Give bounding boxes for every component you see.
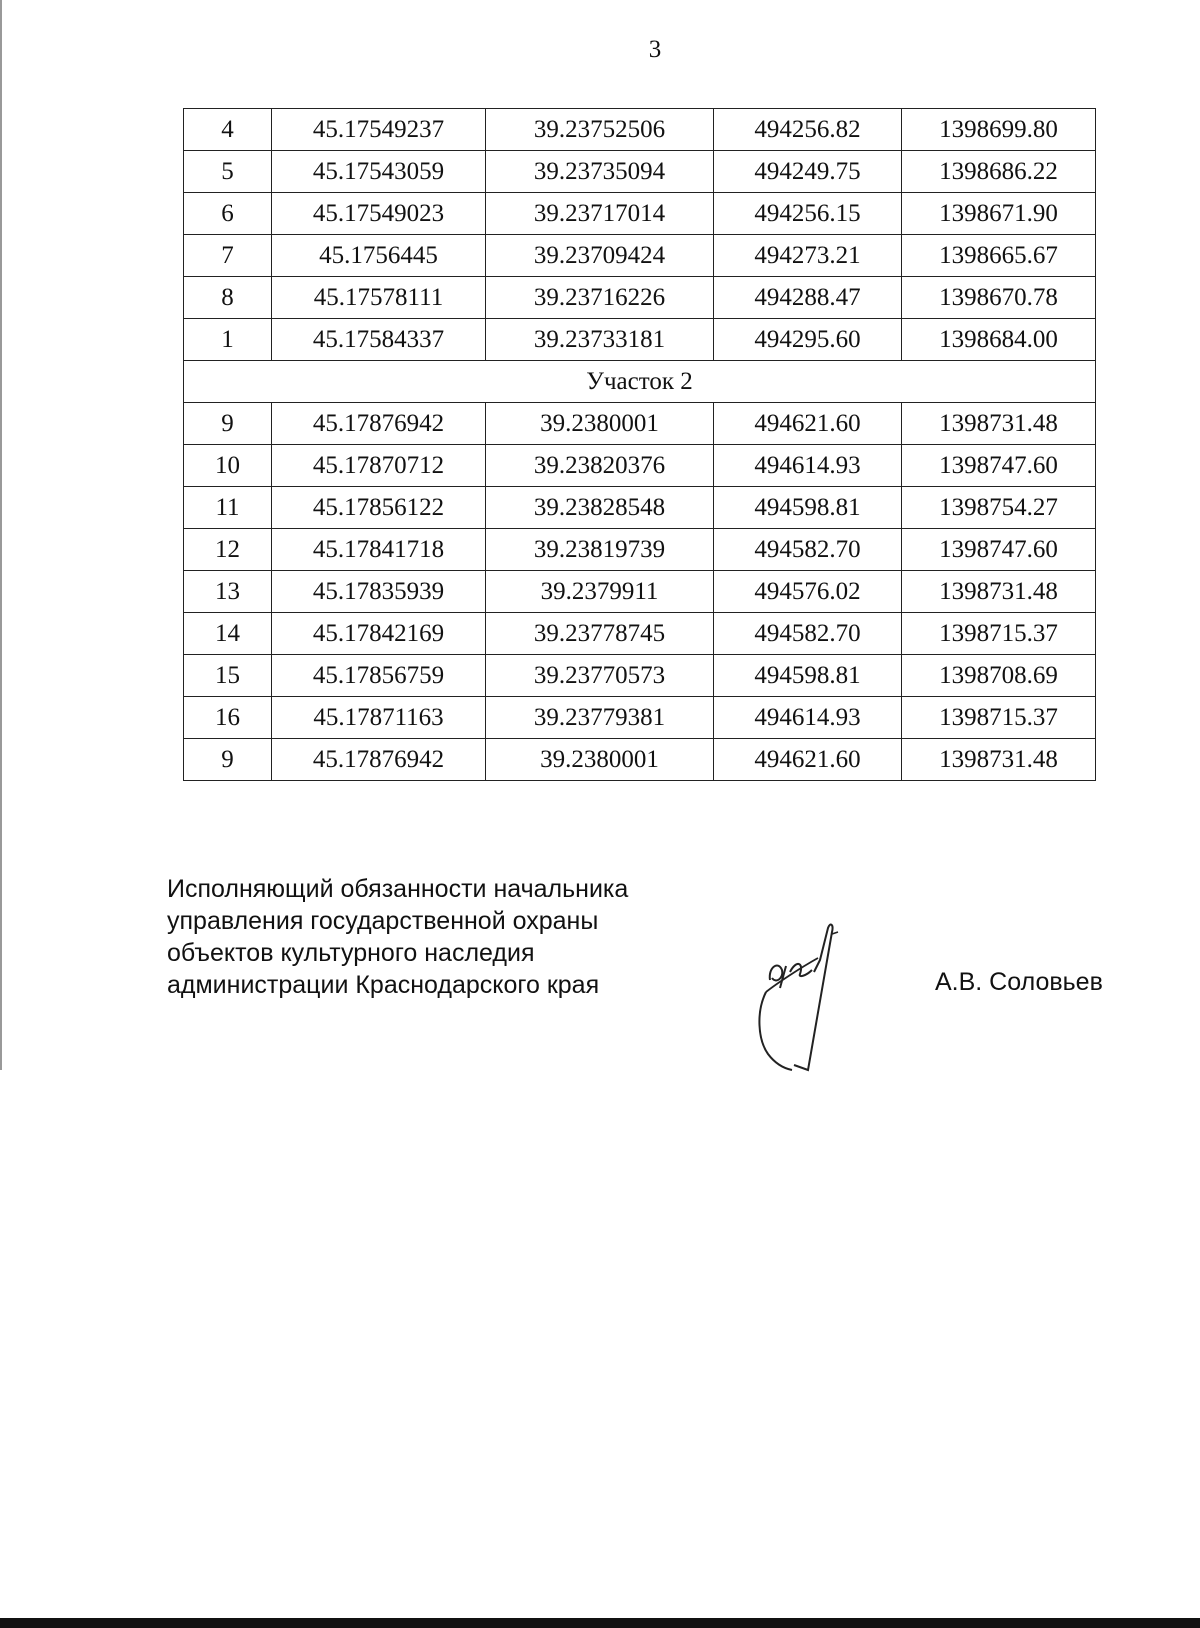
y-coordinate-cell: 1398715.37 <box>902 697 1096 739</box>
point-number-cell: 7 <box>184 235 272 277</box>
longitude-cell: 39.23709424 <box>486 235 714 277</box>
point-number-cell: 16 <box>184 697 272 739</box>
longitude-cell: 39.2380001 <box>486 403 714 445</box>
point-number-cell: 14 <box>184 613 272 655</box>
latitude-cell: 45.17876942 <box>272 739 486 781</box>
table-row <box>184 739 1096 781</box>
longitude-cell: 39.23733181 <box>486 319 714 361</box>
point-number-cell: 10 <box>184 445 272 487</box>
longitude-cell: 39.2379911 <box>486 571 714 613</box>
y-coordinate-cell: 1398670.78 <box>902 277 1096 319</box>
longitude-cell: 39.23778745 <box>486 613 714 655</box>
latitude-cell: 45.17835939 <box>272 571 486 613</box>
point-number-cell: 8 <box>184 277 272 319</box>
table-row <box>184 697 1096 739</box>
point-number-cell: 6 <box>184 193 272 235</box>
longitude-cell: 39.23752506 <box>486 109 714 151</box>
point-number-cell: 13 <box>184 571 272 613</box>
point-number-cell: 9 <box>184 739 272 781</box>
y-coordinate-cell: 1398731.48 <box>902 403 1096 445</box>
coordinates-table-body <box>184 109 1096 781</box>
x-coordinate-cell: 494614.93 <box>714 445 902 487</box>
table-row <box>184 613 1096 655</box>
x-coordinate-cell: 494295.60 <box>714 319 902 361</box>
longitude-cell: 39.23735094 <box>486 151 714 193</box>
signatory-title <box>167 873 628 1001</box>
latitude-cell: 45.17578111 <box>272 277 486 319</box>
y-coordinate-cell: 1398731.48 <box>902 571 1096 613</box>
latitude-cell: 45.17584337 <box>272 319 486 361</box>
x-coordinate-cell: 494598.81 <box>714 655 902 697</box>
x-coordinate-cell: 494576.02 <box>714 571 902 613</box>
page-number: 3 <box>648 36 662 63</box>
signatory-title-line: администрации Краснодарского края <box>167 971 600 999</box>
table-row <box>184 193 1096 235</box>
table-row <box>184 571 1096 613</box>
longitude-cell: 39.23717014 <box>486 193 714 235</box>
table-row <box>184 403 1096 445</box>
longitude-cell: 39.2380001 <box>486 739 714 781</box>
x-coordinate-cell: 494582.70 <box>714 613 902 655</box>
latitude-cell: 45.17549023 <box>272 193 486 235</box>
point-number-cell: 9 <box>184 403 272 445</box>
x-coordinate-cell: 494256.15 <box>714 193 902 235</box>
x-coordinate-cell: 494288.47 <box>714 277 902 319</box>
latitude-cell: 45.17870712 <box>272 445 486 487</box>
longitude-cell: 39.23819739 <box>486 529 714 571</box>
latitude-cell: 45.17549237 <box>272 109 486 151</box>
x-coordinate-cell: 494256.82 <box>714 109 902 151</box>
point-number-cell: 5 <box>184 151 272 193</box>
table-row <box>184 109 1096 151</box>
y-coordinate-cell: 1398731.48 <box>902 739 1096 781</box>
y-coordinate-cell: 1398708.69 <box>902 655 1096 697</box>
signatory-title-line: объектов культурного наследия <box>167 939 535 967</box>
latitude-cell: 45.17871163 <box>272 697 486 739</box>
point-number-cell: 11 <box>184 487 272 529</box>
latitude-cell: 45.17876942 <box>272 403 486 445</box>
point-number-cell: 4 <box>184 109 272 151</box>
handwritten-signature <box>750 920 870 1090</box>
point-number-cell: 15 <box>184 655 272 697</box>
table-row <box>184 277 1096 319</box>
y-coordinate-cell: 1398684.00 <box>902 319 1096 361</box>
y-coordinate-cell: 1398665.67 <box>902 235 1096 277</box>
table-row <box>184 529 1096 571</box>
x-coordinate-cell: 494273.21 <box>714 235 902 277</box>
table-row <box>184 655 1096 697</box>
section-label: Участок 2 <box>184 361 1096 403</box>
scan-bottom-band <box>0 1618 1200 1628</box>
longitude-cell: 39.23828548 <box>486 487 714 529</box>
longitude-cell: 39.23779381 <box>486 697 714 739</box>
y-coordinate-cell: 1398747.60 <box>902 529 1096 571</box>
latitude-cell: 45.17842169 <box>272 613 486 655</box>
scan-edge-line <box>0 0 2 1070</box>
signatory-title-line: Исполняющий обязанности начальника <box>167 875 629 903</box>
table-row <box>184 445 1096 487</box>
y-coordinate-cell: 1398715.37 <box>902 613 1096 655</box>
y-coordinate-cell: 1398747.60 <box>902 445 1096 487</box>
point-number-cell: 1 <box>184 319 272 361</box>
y-coordinate-cell: 1398699.80 <box>902 109 1096 151</box>
longitude-cell: 39.23820376 <box>486 445 714 487</box>
longitude-cell: 39.23716226 <box>486 277 714 319</box>
table-row <box>184 487 1096 529</box>
point-number-cell: 12 <box>184 529 272 571</box>
latitude-cell: 45.1756445 <box>272 235 486 277</box>
latitude-cell: 45.17856122 <box>272 487 486 529</box>
x-coordinate-cell: 494621.60 <box>714 739 902 781</box>
longitude-cell: 39.23770573 <box>486 655 714 697</box>
x-coordinate-cell: 494621.60 <box>714 403 902 445</box>
x-coordinate-cell: 494582.70 <box>714 529 902 571</box>
x-coordinate-cell: 494598.81 <box>714 487 902 529</box>
coordinates-table <box>183 108 1096 781</box>
x-coordinate-cell: 494614.93 <box>714 697 902 739</box>
y-coordinate-cell: 1398754.27 <box>902 487 1096 529</box>
x-coordinate-cell: 494249.75 <box>714 151 902 193</box>
y-coordinate-cell: 1398671.90 <box>902 193 1096 235</box>
latitude-cell: 45.17543059 <box>272 151 486 193</box>
signatory-title-line: управления государственной охраны <box>167 907 599 935</box>
latitude-cell: 45.17841718 <box>272 529 486 571</box>
y-coordinate-cell: 1398686.22 <box>902 151 1096 193</box>
table-row <box>184 235 1096 277</box>
latitude-cell: 45.17856759 <box>272 655 486 697</box>
table-row <box>184 151 1096 193</box>
table-row <box>184 319 1096 361</box>
section-row <box>184 361 1096 403</box>
signer-name: А.В. Соловьев <box>935 968 1103 996</box>
